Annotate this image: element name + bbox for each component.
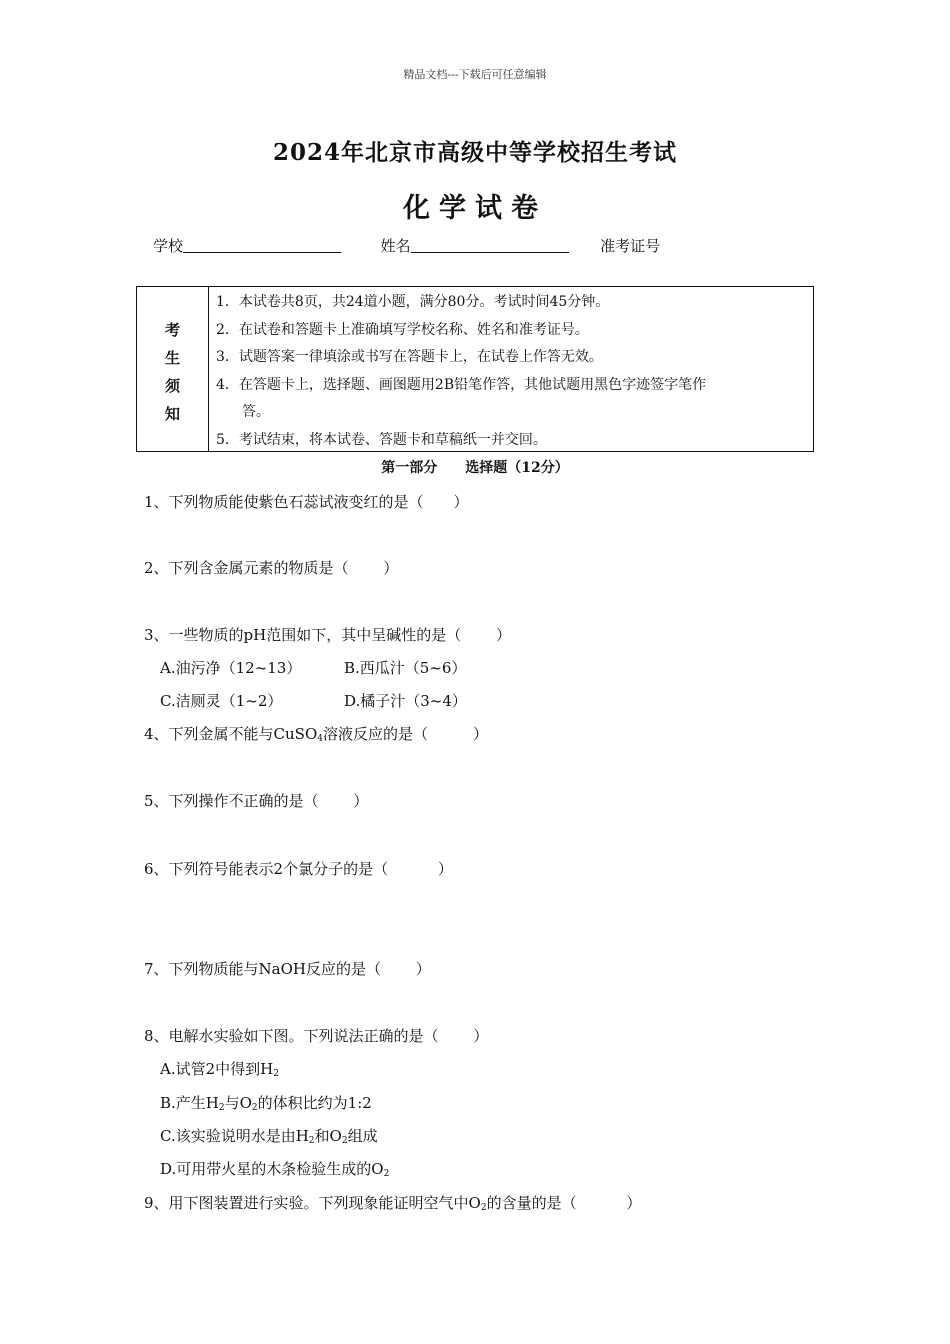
student-info-row bbox=[153, 235, 660, 256]
notice-side-label bbox=[137, 287, 209, 451]
question-9-text: 9、用下图装置进行实验。下列现象能证明空气中O bbox=[144, 1194, 481, 1212]
question-9-text: 的含量的是（ ） bbox=[486, 1194, 642, 1212]
part-one-title: 第一部分 选择题（12分） bbox=[381, 460, 569, 476]
question-7: 7、下列物质能与NaOH反应的是（ ） bbox=[144, 960, 431, 978]
school-blank[interactable] bbox=[183, 236, 341, 253]
notice-side-char: 考 bbox=[164, 321, 180, 339]
question-3: 3、一些物质的pH范围如下，其中呈碱性的是（ ） bbox=[144, 626, 511, 644]
question-2: 2、下列含金属元素的物质是（ ） bbox=[144, 559, 399, 577]
question-4 bbox=[144, 723, 488, 744]
notice-rule: 4．在答题卡上，选择题、画图题用2B铅笔作答，其他试题用黑色字迹签字笔作 bbox=[216, 377, 707, 393]
option-text: 与O bbox=[224, 1094, 252, 1112]
notice-rule: 3．试题答案一律填涂或书写在答题卡上，在试卷上作答无效。 bbox=[216, 349, 603, 365]
exam-id-label: 准考证号 bbox=[600, 237, 661, 255]
question-1: 1、下列物质能使紫色石蕊试液变红的是（ ） bbox=[144, 493, 469, 511]
subscript: 2 bbox=[273, 1069, 279, 1079]
notice-side-char: 生 bbox=[164, 349, 180, 367]
option-text: 的体积比约为1:2 bbox=[257, 1094, 372, 1112]
page-header-note: 精品文档---下载后可任意编辑 bbox=[403, 68, 547, 81]
question-4-text: 4、下列金属不能与CuSO bbox=[144, 725, 318, 743]
question-8-option-b bbox=[160, 1092, 372, 1113]
notice-rule: 1．本试卷共8页，共24道小题，满分80分。考试时间45分钟。 bbox=[216, 294, 610, 310]
question-5: 5、下列操作不正确的是（ ） bbox=[144, 792, 369, 810]
option-text: B.产生H bbox=[160, 1094, 219, 1112]
subscript: 2 bbox=[218, 1103, 225, 1113]
notice-side-char: 知 bbox=[164, 405, 180, 423]
notice-rule: 5．考试结束，将本试卷、答题卡和草稿纸一并交回。 bbox=[216, 432, 547, 448]
option-text: 和O bbox=[314, 1127, 342, 1145]
subject-title: 化学试卷 bbox=[403, 193, 547, 224]
school-label: 学校 bbox=[153, 237, 184, 255]
question-6: 6、下列符号能表示2个氯分子的是（ ） bbox=[144, 860, 453, 878]
option-text: C.该实验说明水是由H bbox=[160, 1127, 309, 1145]
question-3-option-a: A.油污净（12~13） bbox=[160, 659, 302, 677]
question-9 bbox=[144, 1192, 641, 1213]
notice-rule-continued: 答。 bbox=[242, 404, 270, 420]
subscript: 2 bbox=[383, 1169, 390, 1179]
name-label: 姓名 bbox=[380, 237, 411, 255]
subscript: 2 bbox=[341, 1136, 348, 1146]
exam-title: 2024年北京市高级中等学校招生考试 bbox=[272, 139, 677, 166]
option-text: D.可用带火星的木条检验生成的O bbox=[160, 1160, 384, 1178]
question-3-option-c: C.洁厕灵（1~2） bbox=[160, 692, 283, 710]
notice-side-char: 须 bbox=[164, 377, 180, 395]
exam-notice-box bbox=[136, 286, 814, 452]
subscript: 4 bbox=[317, 734, 323, 744]
question-8-option-a bbox=[160, 1058, 279, 1079]
notice-rule: 2．在试卷和答题卡上准确填写学校名称、姓名和准考证号。 bbox=[216, 322, 589, 338]
question-4-text: 溶液反应的是（ ） bbox=[323, 725, 489, 743]
question-8-option-c bbox=[160, 1125, 378, 1146]
question-3-option-b: B.西瓜汁（5~6） bbox=[344, 659, 467, 677]
option-text: 组成 bbox=[347, 1127, 378, 1145]
name-blank[interactable] bbox=[411, 236, 569, 253]
subscript: 2 bbox=[308, 1136, 315, 1146]
subscript: 2 bbox=[480, 1203, 487, 1213]
option-text: A.试管2中得到H bbox=[160, 1060, 274, 1078]
question-8: 8、电解水实验如下图。下列说法正确的是（ ） bbox=[144, 1027, 489, 1045]
subscript: 2 bbox=[251, 1103, 258, 1113]
question-3-option-d: D.橘子汁（3~4） bbox=[344, 692, 467, 710]
question-8-option-d bbox=[160, 1158, 389, 1179]
